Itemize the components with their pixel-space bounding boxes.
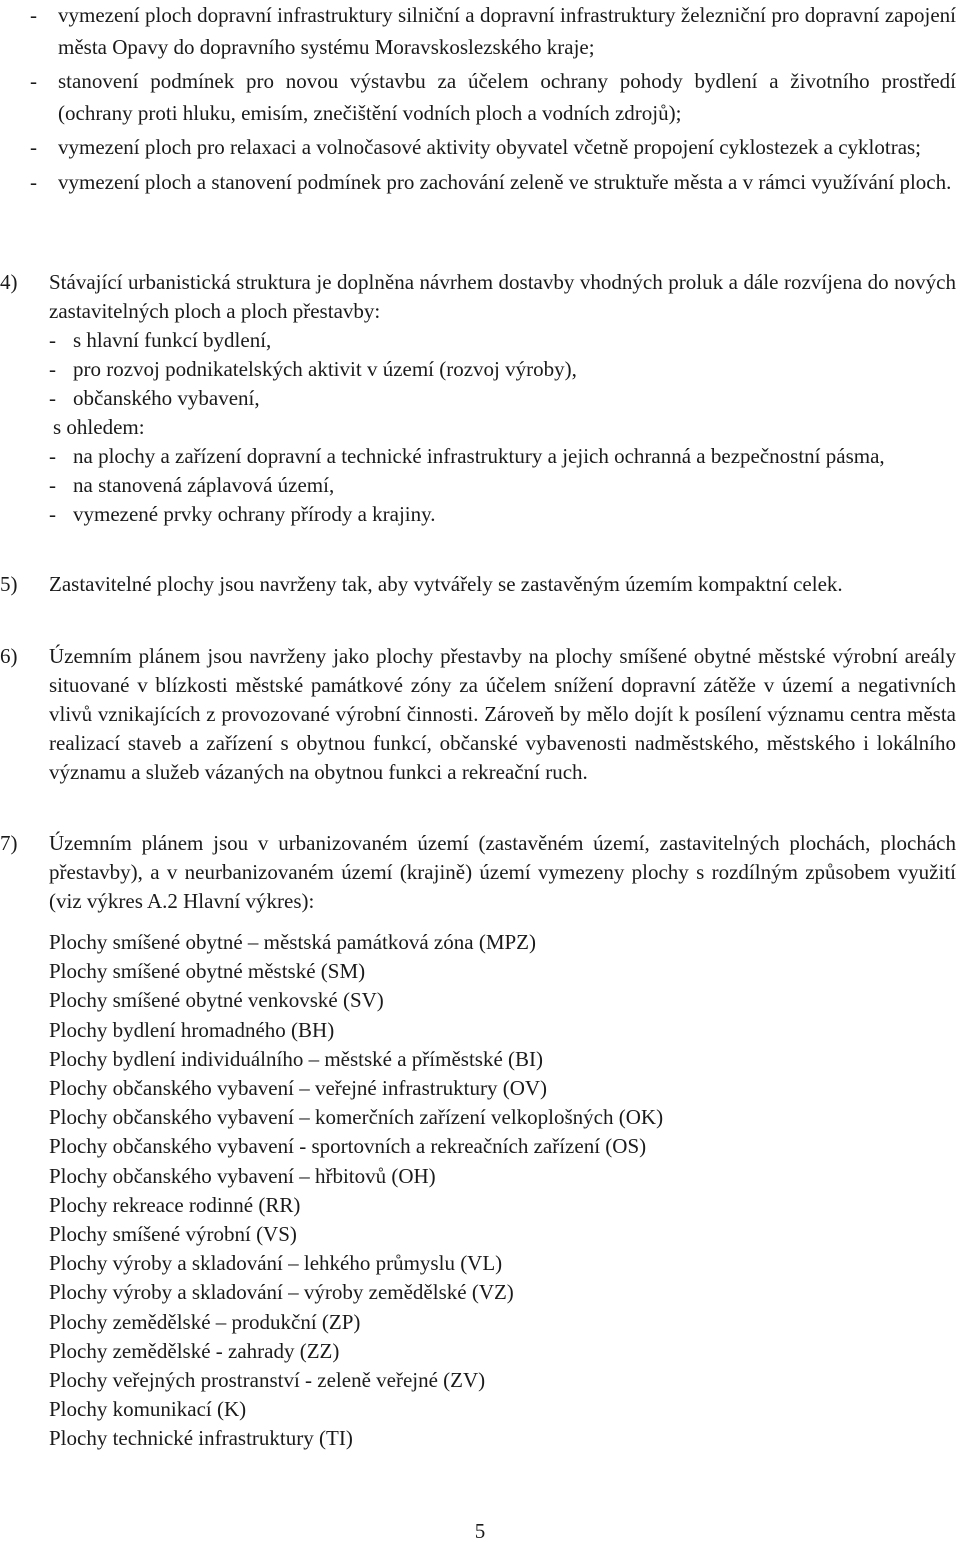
list-dash: - bbox=[49, 473, 56, 497]
section-text: Územním plánem jsou v urbanizovaném území (zastavěném území, zastavitelných plochách, plochách přestavby), a v neurbanizovaném území (krajině) území vymezeny plochy s rozdílným způsobem využití (viz výkres A.2 Hlavní výkres): bbox=[49, 831, 956, 913]
area-type-item: Plochy bydlení hromadného (BH) bbox=[49, 1017, 335, 1042]
list-item-text: vymezení ploch pro relaxaci a volnočasové aktivity obyvatel včetně propojení cyklostezek a cyklotras; bbox=[58, 135, 922, 159]
area-type-item: Plochy smíšené obytné – městská památková zóna (MPZ) bbox=[49, 930, 536, 954]
list-item bbox=[49, 355, 956, 384]
area-type-item: Plochy smíšené výrobní (VS) bbox=[49, 1222, 297, 1247]
list-item-text: vymezení ploch a stanovení podmínek pro zachování zeleně ve struktuře města a v rámci využívání ploch. bbox=[58, 169, 952, 194]
section-number: 6) bbox=[0, 644, 18, 668]
list-dash: - bbox=[49, 357, 56, 381]
list-dash: - bbox=[30, 3, 37, 27]
list-item-text: občanského vybavení, bbox=[73, 386, 260, 410]
section-text: Územním plánem jsou navrženy jako plochy přestavby na plochy smíšené obytné městské výrobní areály situované v blízkosti městské památkové zóny za účelem snížení dopravní zátěže v území a negativních vlivů vznikajících z provozované výrobní činnosti. Zároveň by mělo dojít k posílení významu centra města realizací staveb a zařízení s obytnou funkcí, občanské vybavenosti nadměstského, městského i lokálního významu a služeb vázaných na obytnou funkci a rekreační ruch. bbox=[49, 644, 956, 784]
list-item-text: na plochy a zařízení dopravní a technické infrastruktury a jejich ochranná a bezpečnostní pásma, bbox=[73, 444, 885, 468]
list-item-text: na stanovená záplavová území, bbox=[73, 473, 335, 497]
regard-list bbox=[49, 442, 956, 529]
page-number: 5 bbox=[474, 1519, 486, 1543]
list-dash: - bbox=[49, 328, 56, 352]
area-type-item: Plochy zemědělské – produkční (ZP) bbox=[49, 1309, 361, 1334]
area-type-item: Plochy technické infrastruktury (TI) bbox=[49, 1426, 353, 1451]
list-item bbox=[30, 66, 956, 129]
section-text: Zastavitelné plochy jsou navrženy tak, aby vytvářely se zastavěným územím kompaktní celek. bbox=[49, 572, 843, 596]
area-type-item: Plochy občanského vybavení – hřbitovů (OH) bbox=[49, 1163, 436, 1188]
list-dash: - bbox=[49, 386, 56, 410]
list-item bbox=[49, 326, 956, 355]
section-number: 7) bbox=[0, 831, 18, 855]
list-dash: - bbox=[30, 169, 37, 194]
area-type-item: Plochy občanského vybavení – komerčních zařízení velkoplošných (OK) bbox=[49, 1105, 664, 1130]
list-item bbox=[30, 0, 956, 63]
area-type-item: Plochy občanského vybavení – veřejné infrastruktury (OV) bbox=[49, 1076, 548, 1101]
section-4 bbox=[0, 268, 956, 529]
area-type-item: Plochy veřejných prostranství - zeleně veřejné (ZV) bbox=[49, 1368, 486, 1393]
area-type-list bbox=[49, 928, 949, 1454]
area-type-item: Plochy občanského vybavení - sportovních a rekreačních zařízení (OS) bbox=[49, 1134, 647, 1159]
list-dash: - bbox=[49, 444, 56, 468]
area-type-item: Plochy komunikací (K) bbox=[49, 1397, 247, 1422]
list-dash: - bbox=[49, 502, 56, 526]
section-6 bbox=[0, 642, 956, 787]
section-5 bbox=[0, 570, 956, 599]
area-type-item: Plochy smíšené obytné venkovské (SV) bbox=[49, 988, 384, 1013]
list-item-text: stanovení podmínek pro novou výstavbu za účelem ochrany pohody bydlení a životního prostředí (ochrany proti hluku, emisím, znečištění vodních ploch a vodních zdrojů); bbox=[58, 69, 956, 125]
regard-label: s ohledem: bbox=[53, 415, 145, 439]
list-item bbox=[49, 500, 956, 529]
area-type-item: Plochy výroby a skladování – lehkého průmyslu (VL) bbox=[49, 1251, 503, 1276]
list-item-text: vymezené prvky ochrany přírody a krajiny. bbox=[73, 502, 436, 526]
list-item bbox=[49, 384, 956, 413]
section-number: 5) bbox=[0, 572, 18, 596]
section-lead-text: Stávající urbanistická struktura je doplněna návrhem dostavby vhodných proluk a dále rozvíjena do nových zastavitelných ploch a ploch přestavby: bbox=[49, 270, 956, 323]
section-7 bbox=[0, 829, 956, 916]
list-item-text: vymezení ploch dopravní infrastruktury silniční a dopravní infrastruktury železniční pro dopravní zapojení města Opavy do dopravního systému Moravskoslezského kraje; bbox=[58, 3, 956, 59]
list-item bbox=[30, 132, 956, 164]
area-type-item: Plochy rekreace rodinné (RR) bbox=[49, 1192, 301, 1217]
list-item bbox=[49, 471, 956, 500]
function-list bbox=[49, 326, 956, 413]
list-dash: - bbox=[30, 135, 37, 159]
area-type-item: Plochy bydlení individuálního – městské a příměstské (BI) bbox=[49, 1046, 544, 1071]
intro-list bbox=[30, 0, 956, 201]
section-body bbox=[49, 829, 956, 916]
section-body bbox=[49, 570, 956, 599]
section-body bbox=[49, 268, 956, 529]
area-type-item: Plochy zemědělské - zahrady (ZZ) bbox=[49, 1338, 340, 1363]
list-item bbox=[49, 442, 956, 471]
area-type-item: Plochy výroby a skladování – výroby zemědělské (VZ) bbox=[49, 1280, 514, 1305]
section-body bbox=[49, 642, 956, 787]
list-dash: - bbox=[30, 69, 37, 93]
list-item bbox=[30, 167, 956, 199]
area-type-item: Plochy smíšené obytné městské (SM) bbox=[49, 959, 366, 984]
list-item-text: pro rozvoj podnikatelských aktivit v území (rozvoj výroby), bbox=[73, 357, 577, 381]
section-number: 4) bbox=[0, 270, 18, 294]
list-item-text: s hlavní funkcí bydlení, bbox=[73, 328, 272, 352]
